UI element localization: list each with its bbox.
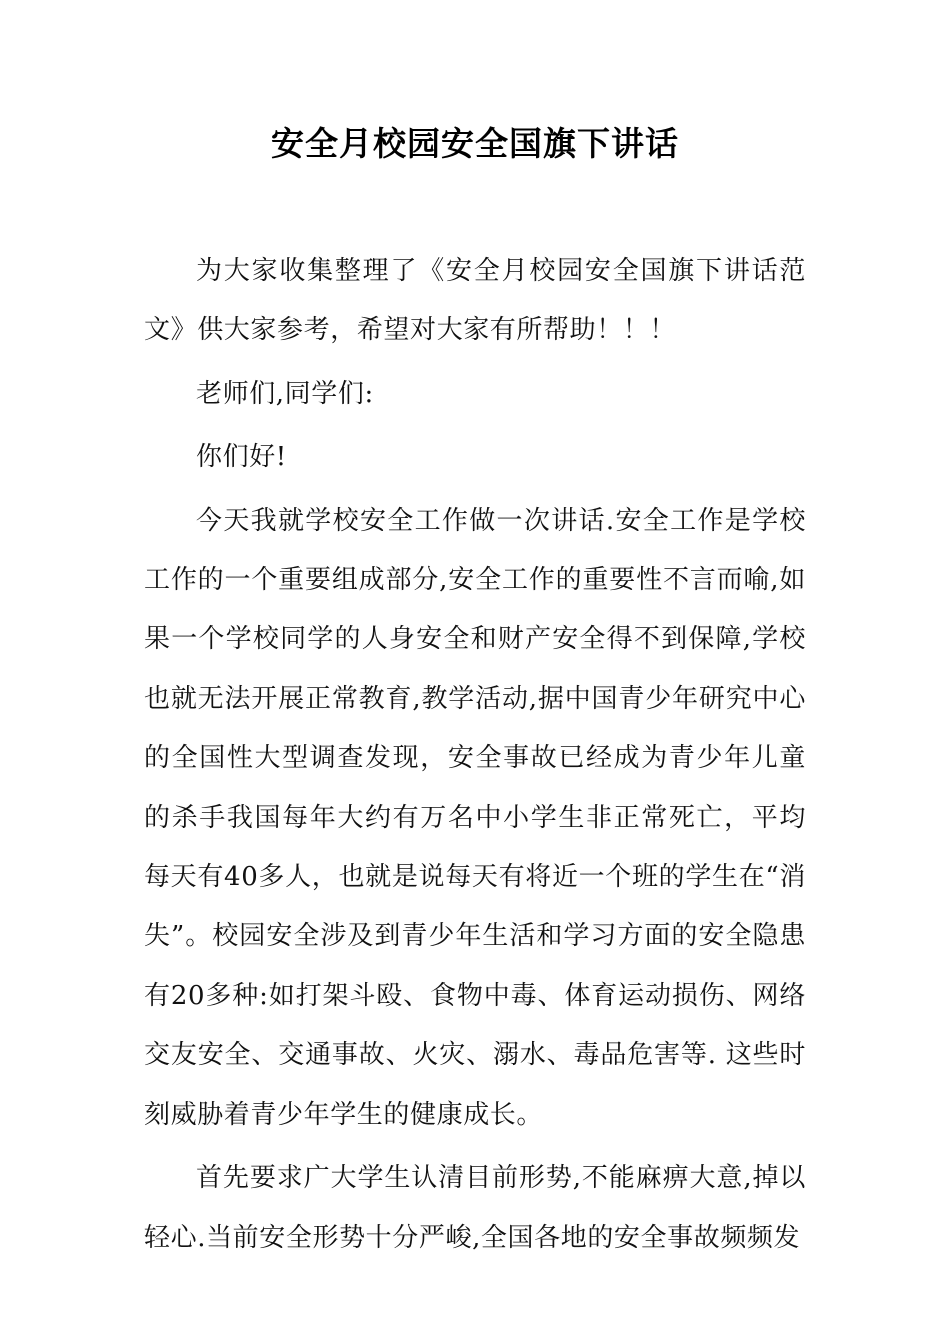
intro-paragraph: 为大家收集整理了《安全月校园安全国旗下讲话范文》供大家参考，希望对大家有所帮助！！！ — [144, 256, 806, 346]
body-paragraph: 首先要求广大学生认清目前形势,不能麻痹大意,掉以轻心.当前安全形势十分严峻,全国各地的安全事故频频发 — [144, 1163, 806, 1253]
body-paragraph: 今天我就学校安全工作做一次讲话.安全工作是学校工作的一个重要组成部分,安全工作的重要性不言而喻,如果一个学校同学的人身安全和财产安全得不到保障,学校也就无法开展正常教育,教学活动,据中国青少年研究中心的全国性大型调查发现，安全事故已经成为青少年儿童的杀手我国每年大约有万名中小学生非正常死亡，平均每天有40多人，也就是说每天有将近一个班的学生在“消失”。校园安全涉及到青少年生活和学习方面的安全隐患有20多种:如打架斗殴、食物中毒、体育运动损伤、网络交友安全、交通事故、火灾、溺水、毒品危害等. 这些时刻威胁着青少年学生的健康成长。 — [144, 505, 806, 1130]
document-body — [144, 242, 806, 1272]
greeting-paragraph: 你们好! — [196, 442, 287, 473]
salutation-paragraph: 老师们,同学们: — [196, 378, 374, 409]
document-title: 安全月校园安全国旗下讲话 — [271, 124, 679, 163]
